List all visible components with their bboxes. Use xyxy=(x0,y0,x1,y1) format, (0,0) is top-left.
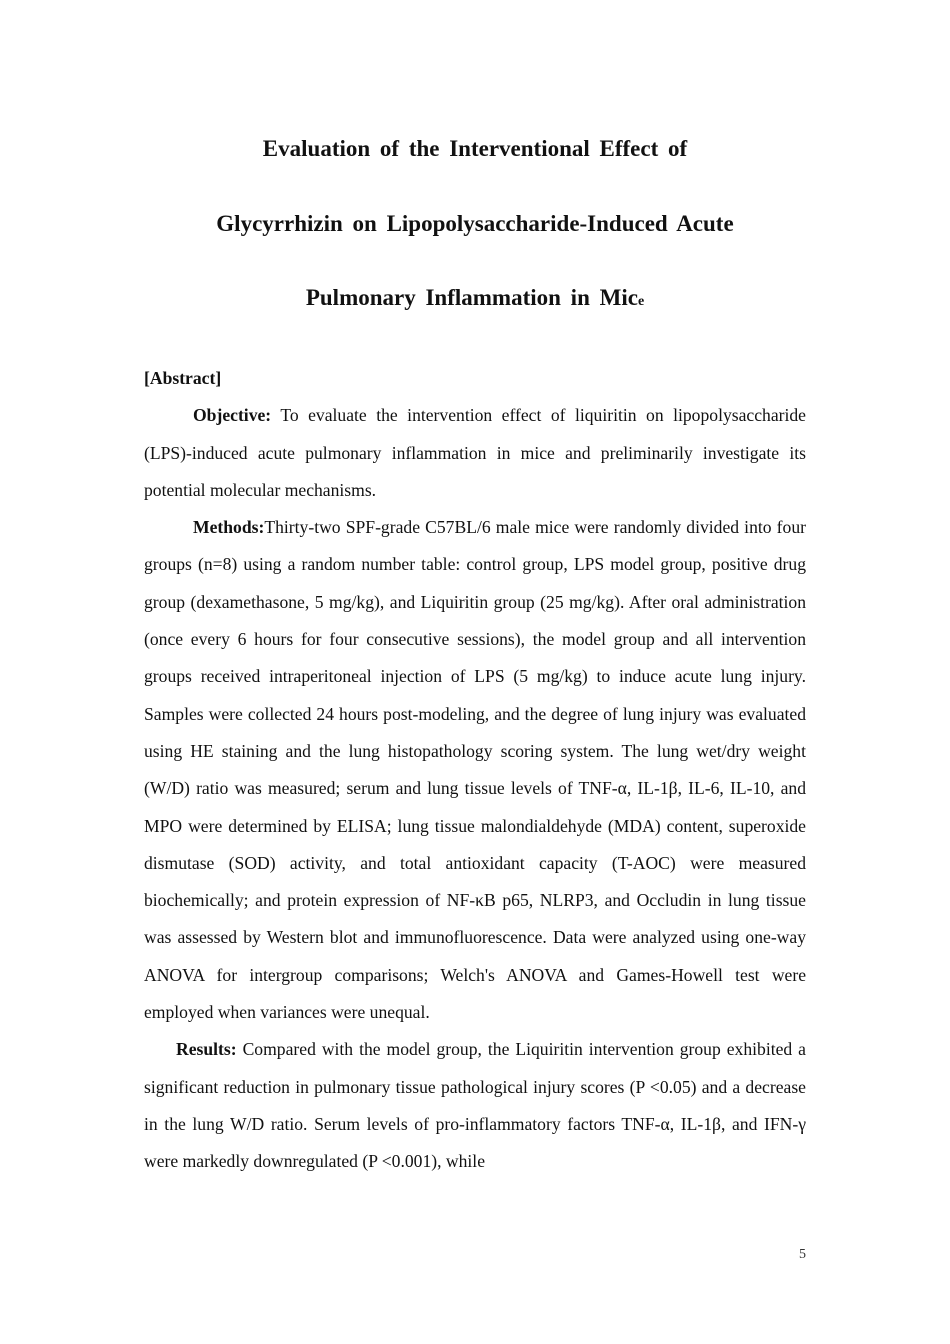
methods-label: Methods: xyxy=(193,517,265,538)
title-line-1: Evaluation of the Interventional Effect of xyxy=(262,136,688,161)
title-line-3-tail: e xyxy=(637,294,645,309)
title-line-3 xyxy=(120,261,830,340)
objective-text: To evaluate the intervention effect of liquiritin on lipopolysaccharide (LPS)-induced acute pulmonary inflammation in mice and preliminarily investigate its potential molecular mechanisms. xyxy=(144,405,806,500)
title-line-3-main: Pulmonary Inflammation in Mic xyxy=(305,285,638,310)
methods-paragraph xyxy=(144,509,806,1031)
title-line-2: Glycyrrhizin on Lipopolysaccharide-Induced Acute xyxy=(216,210,734,236)
page-number: 5 xyxy=(799,1247,806,1262)
objective-label: Objective: xyxy=(193,405,272,426)
abstract-section xyxy=(144,360,806,1181)
methods-text: Thirty-two SPF-grade C57BL/6 male mice were randomly divided into four groups (n=8) using a random number table: control group, LPS model group, positive drug group (dexamethasone, 5 mg/kg), and Liquiritin group (25 mg/kg). After oral administration (once every 6 hours for four consecutive sessions), the model group and all intervention groups received intraperitoneal injection of LPS (5 mg/kg) to induce acute lung injury. Samples were collected 24 hours post-modeling, and the degree of lung injury was evaluated using HE staining and the lung histopathology scoring system. The lung wet/dry weight (W/D) ratio was measured; serum and lung tissue levels of TNF-α, IL-1β, IL-6, IL-10, and MPO were determined by ELISA; lung tissue malondialdehyde (MDA) content, superoxide dismutase (SOD) activity, and total antioxidant capacity (T-AOC) were measured biochemically; and protein expression of NF-κB p65, NLRP3, and Occludin in lung tissue was assessed by Western blot and immunofluorescence. Data were analyzed using one-way ANOVA for intergroup comparisons; Welch's ANOVA and Games-Howell test were employed when variances were unequal. xyxy=(144,517,806,1023)
results-paragraph xyxy=(144,1031,806,1180)
results-text: Compared with the model group, the Liquiritin intervention group exhibited a significant reduction in pulmonary tissue pathological injury scores (P <0.05) and a decrease in the lung W/D ratio. Serum levels of pro-inflammatory factors TNF-α, IL-1β, and IFN-γ were markedly downregulated (P <0.001), while xyxy=(144,1039,806,1172)
abstract-heading: [Abstract] xyxy=(144,368,222,388)
objective-paragraph xyxy=(144,397,806,509)
results-label: Results: xyxy=(176,1039,237,1060)
paper-title xyxy=(120,112,830,340)
